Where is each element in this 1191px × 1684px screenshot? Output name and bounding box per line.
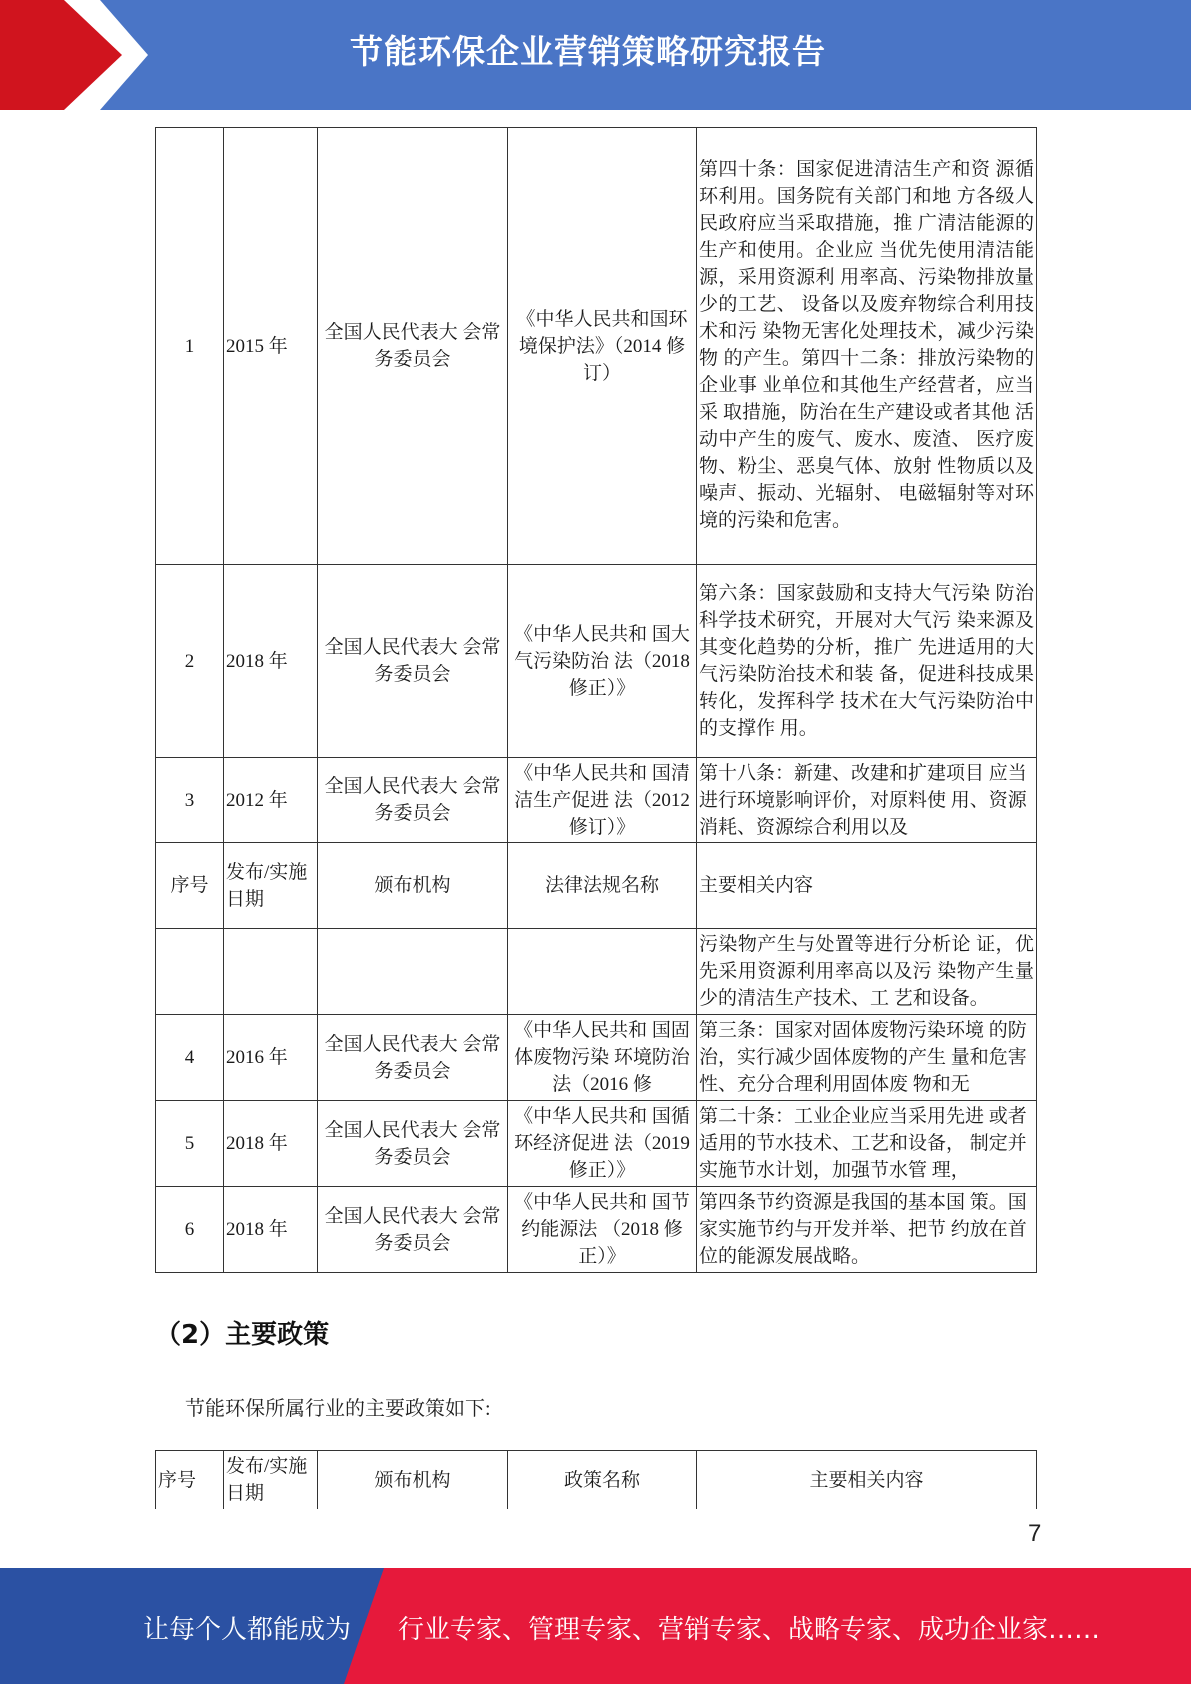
row-number: 4 [156, 1015, 224, 1101]
empty-cell [224, 929, 318, 1015]
row-law-name: 《中华人民共和国环境保护法》（2014 修订） [508, 128, 697, 565]
page-header [0, 0, 1191, 110]
header-date: 发布/实施日期 [224, 843, 318, 929]
header-org: 颁布机构 [318, 1451, 508, 1510]
header-number: 序号 [156, 1451, 224, 1510]
row-date: 2018 年 [224, 1187, 318, 1273]
empty-cell [508, 929, 697, 1015]
header-org: 颁布机构 [318, 843, 508, 929]
row-law-name: 《中华人民共和 国大气污染防治 法（2018 修正）》 [508, 565, 697, 758]
header-title: 节能环保企业营销策略研究报告 [350, 32, 826, 71]
row-content: 第四十条：国家促进清洁生产和资 源循环利用。国务院有关部门和地 方各级人民政府应当采取措施，推 广清洁能源的生产和使用。企业应 当优先使用清洁能源，采用资源利 用率高、污染物排放量少的工艺、 设备以及废弃物综合利用技术和污 染物无害化处理技术，减少污染物 的产生。第四十二条：排放污染物的企业事 业单位和其他生产经营者，应当采 取措施，防治在生产建设或者其他 活动中产生的废气、废水、废渣、 医疗废物、粉尘、恶臭气体、放射 性物质以及噪声、振动、光辐射、 电磁辐射等对环境的污染和危害。 [697, 128, 1037, 565]
table-row-continuation [156, 929, 1037, 1015]
policy-table [155, 1450, 1037, 1509]
row-date: 2016 年 [224, 1015, 318, 1101]
page-footer [0, 1568, 1191, 1684]
table-row [156, 1015, 1037, 1101]
table-row [156, 128, 1037, 565]
row-number: 5 [156, 1101, 224, 1187]
row-law-name: 《中华人民共和 国清洁生产促进 法（2012 修订）》 [508, 758, 697, 843]
empty-cell [156, 929, 224, 1015]
row-content: 第二十条：工业企业应当采用先进 或者适用的节水技术、工艺和设备， 制定并实施节水计划，加强节水管 理， [697, 1101, 1037, 1187]
table-row [156, 565, 1037, 758]
table-repeat-header [156, 843, 1037, 929]
row-content: 污染物产生与处置等进行分析论 证，优先采用资源利用率高以及污 染物产生量少的清洁生产技术、工 艺和设备。 [697, 929, 1037, 1015]
policy-table-header [156, 1451, 1037, 1510]
row-law-name: 《中华人民共和 国循环经济促进 法（2019 修正）》 [508, 1101, 697, 1187]
header-arrow-decoration [0, 0, 160, 110]
footer-slogan-right: 行业专家、管理专家、营销专家、战略专家、成功企业家…… [398, 1615, 1101, 1645]
row-number: 1 [156, 128, 224, 565]
page-number: 7 [1028, 1520, 1042, 1547]
row-date: 2018 年 [224, 565, 318, 758]
header-policy-name: 政策名称 [508, 1451, 697, 1510]
row-law-name: 《中华人民共和 国固体废物污染 环境防治法（2016 修 [508, 1015, 697, 1101]
table-row [156, 1101, 1037, 1187]
row-content: 第六条：国家鼓励和支持大气污染 防治科学技术研究，开展对大气污 染来源及其变化趋势的分析，推广 先进适用的大气污染防治技术和装 备，促进科技成果转化，发挥科学 技术在大气污染防治中的支撑作 用。 [697, 565, 1037, 758]
row-content: 第三条：国家对固体废物污染环境 的防治，实行减少固体废物的产生 量和危害性、充分合理利用固体废 物和无 [697, 1015, 1037, 1101]
row-date: 2012 年 [224, 758, 318, 843]
section-title: （2）主要政策 [155, 1320, 330, 1350]
row-number: 6 [156, 1187, 224, 1273]
row-org: 全国人民代表大 会常务委员会 [318, 758, 508, 843]
row-org: 全国人民代表大 会常务委员会 [318, 565, 508, 758]
row-number: 2 [156, 565, 224, 758]
header-number: 序号 [156, 843, 224, 929]
header-content: 主要相关内容 [697, 843, 1037, 929]
law-table [155, 127, 1037, 1273]
row-number: 3 [156, 758, 224, 843]
row-org: 全国人民代表大 会常务委员会 [318, 1015, 508, 1101]
header-date: 发布/实施日期 [224, 1451, 318, 1510]
row-org: 全国人民代表大 会常务委员会 [318, 128, 508, 565]
row-org: 全国人民代表大 会常务委员会 [318, 1187, 508, 1273]
header-content: 主要相关内容 [697, 1451, 1037, 1510]
row-date: 2018 年 [224, 1101, 318, 1187]
table-row [156, 758, 1037, 843]
row-date: 2015 年 [224, 128, 318, 565]
section-intro: 节能环保所属行业的主要政策如下: [185, 1398, 491, 1420]
header-law-name: 法律法规名称 [508, 843, 697, 929]
row-content: 第十八条：新建、改建和扩建项目 应当进行环境影响评价，对原料使 用、资源消耗、资源综合利用以及 [697, 758, 1037, 843]
row-org: 全国人民代表大 会常务委员会 [318, 1101, 508, 1187]
empty-cell [318, 929, 508, 1015]
footer-slogan-left: 让每个人都能成为 [143, 1615, 352, 1645]
row-law-name: 《中华人民共和 国节约能源法 （2018 修正）》 [508, 1187, 697, 1273]
table-row [156, 1187, 1037, 1273]
row-content: 第四条节约资源是我国的基本国 策。国家实施节约与开发并举、把节 约放在首位的能源发展战略。 [697, 1187, 1037, 1273]
